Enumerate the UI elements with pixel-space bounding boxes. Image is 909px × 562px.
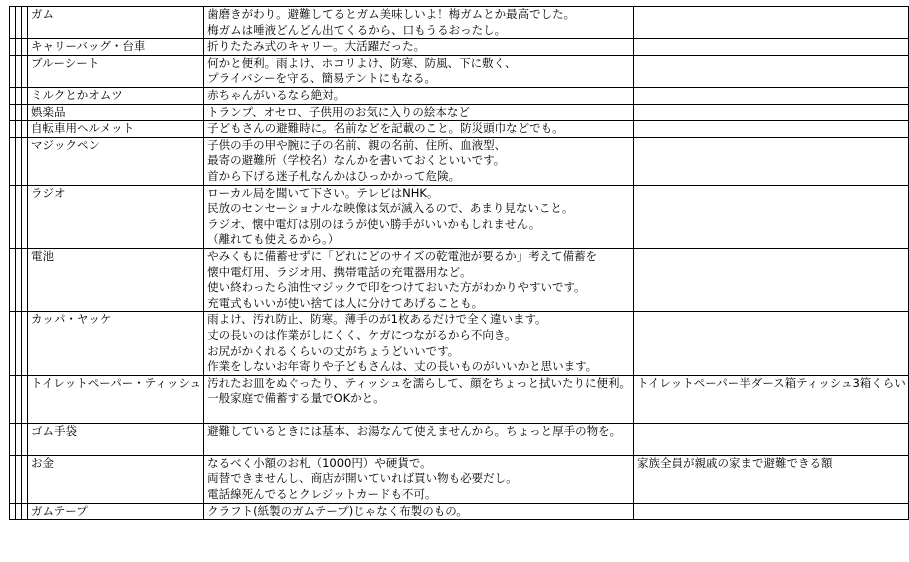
description-line: お尻がかくれるくらいの丈がちょうどいいです。	[207, 343, 460, 358]
description-line: 首から下げる迷子札なんかはひっかかって危険。	[207, 168, 461, 183]
note-cell[interactable]	[633, 104, 908, 121]
description-line: 梅ガムは唾液どんどん出てくるから、口もうるおったし。	[207, 22, 507, 37]
table-row	[10, 39, 909, 56]
note-cell[interactable]	[633, 503, 908, 520]
item-name-cell[interactable]: ガム	[28, 7, 204, 39]
item-name-cell[interactable]: ラジオ	[28, 185, 204, 248]
description-line: プライバシーを守る、簡易テントにもなる。	[207, 71, 436, 86]
item-name-cell[interactable]: キャリーバッグ・台車	[28, 39, 204, 56]
description-cell[interactable]	[204, 248, 634, 311]
description-line: 最寄の避難所（学校名）なんかを書いておくといいです。	[207, 153, 506, 168]
item-name-cell[interactable]: 電池	[28, 248, 204, 311]
description-line: ラジオ、懐中電灯は別のほうが使い勝手がいいかもしれません。	[207, 216, 541, 231]
item-name-cell[interactable]: ミルクとかオムツ	[28, 87, 204, 104]
description-line: 両替できませんし、商店が開いていれば買い物も必要だし。	[207, 471, 518, 486]
note-cell[interactable]	[633, 39, 908, 56]
table-row	[10, 312, 909, 375]
item-name-cell[interactable]: 自転車用ヘルメット	[28, 121, 204, 138]
note-cell[interactable]: トイレットペーパー半ダース箱ティッシュ3箱くらい	[633, 375, 908, 423]
table-row	[10, 423, 909, 455]
description-cell[interactable]	[204, 455, 634, 503]
description-cell[interactable]	[204, 55, 634, 87]
description-cell[interactable]	[204, 312, 634, 375]
item-name-cell[interactable]: お金	[28, 455, 204, 503]
description-line: やみくもに備蓄せずに「どれにどのサイズの乾電池が要るか」考えて備蓄を	[207, 248, 598, 263]
description-line: 丈の長いのは作業がしにくく、ケガにつながるから不向き。	[207, 327, 517, 342]
description-line: 使い終わったら油性マジックで印をつけておいた方がわかりやすいです。	[207, 280, 586, 295]
table-row	[10, 503, 909, 520]
table-row	[10, 137, 909, 185]
description-line: 何かと便利。雨よけ、ホコリよけ、防寒、防風、下に敷く、	[207, 55, 517, 70]
note-cell[interactable]: 家族全員が親戚の家まで避難できる額	[633, 455, 908, 503]
table-row	[10, 248, 909, 311]
description-line: 一般家庭で備蓄する量でOKかと。	[207, 391, 385, 406]
item-name-cell[interactable]: ゴム手袋	[28, 423, 204, 455]
item-name-cell[interactable]: トイレットペーパー・ティッシュ	[28, 375, 204, 423]
table-row	[10, 7, 909, 39]
note-cell[interactable]	[633, 248, 908, 311]
description-line: クラフト(紙製のガムテープ)じゃなく布製のもの。	[207, 503, 468, 518]
item-name-cell[interactable]: ガムテープ	[28, 503, 204, 520]
description-line: 歯磨きがわり。避難してるとガム美味しいよ！梅ガムとか最高でした。	[207, 7, 576, 21]
description-line: 子どもさんの避難時に。名前などを記載のこと。防災頭巾などでも。	[207, 121, 564, 136]
description-line: 雨よけ、汚れ防止、防寒。薄手のが1枚あるだけで全く違います。	[207, 312, 547, 327]
description-cell[interactable]	[204, 185, 634, 248]
description-cell[interactable]	[204, 104, 634, 121]
item-name-cell[interactable]: カッパ・ヤッケ	[28, 312, 204, 375]
description-line: 折りたたみ式のキャリー。大活躍だった。	[207, 39, 426, 54]
table-row	[10, 55, 909, 87]
description-line: （離れても使えるから。）	[207, 232, 340, 247]
note-cell[interactable]	[633, 87, 908, 104]
description-cell[interactable]	[204, 121, 634, 138]
description-line: ローカル局を聞いて下さい。テレビはNHK。	[207, 185, 439, 200]
description-cell[interactable]	[204, 87, 634, 104]
table-row	[10, 104, 909, 121]
description-line: 避難しているときには基本、お湯なんて使えませんから。ちょっと厚手の物を。	[207, 423, 622, 438]
note-cell[interactable]	[633, 423, 908, 455]
table-row	[10, 375, 909, 423]
note-cell[interactable]	[633, 137, 908, 185]
note-cell[interactable]	[633, 121, 908, 138]
description-cell[interactable]	[204, 503, 634, 520]
description-line: なるべく小額のお札（1000円）や硬貨で。	[207, 455, 432, 470]
table-row	[10, 455, 909, 503]
note-cell[interactable]	[633, 55, 908, 87]
item-name-cell[interactable]: ブルーシート	[28, 55, 204, 87]
description-line: 子供の手の甲や腕に子の名前、親の名前、住所、血液型、	[207, 137, 507, 152]
note-cell[interactable]	[633, 312, 908, 375]
description-line: 充電式もいいが使い捨ては人に分けてあげることも。	[207, 295, 484, 310]
item-name-cell[interactable]: マジックペン	[28, 137, 204, 185]
note-cell[interactable]	[633, 7, 908, 39]
description-line: 汚れたお皿をぬぐったり、ティッシュを濡らして、顔をちょっと拭いたりに便利。	[207, 375, 631, 390]
description-line: トランプ、オセロ、子供用のお気に入りの絵本など	[207, 104, 470, 119]
description-cell[interactable]	[204, 423, 634, 455]
table-row	[10, 185, 909, 248]
description-line: 赤ちゃんがいるなら絶対。	[207, 87, 346, 102]
item-name-cell[interactable]: 娯楽品	[28, 104, 204, 121]
table-row	[10, 121, 909, 138]
description-cell[interactable]	[204, 39, 634, 56]
description-line: 電話線死んでるとクレジットカードも不可。	[207, 486, 437, 501]
description-line: 民放のセンセーショナルな映像は気が滅入るので、あまり見ないこと。	[207, 201, 574, 216]
description-cell[interactable]	[204, 7, 634, 39]
note-cell[interactable]	[633, 185, 908, 248]
description-line: 懐中電灯用、ラジオ用、携帯電話の充電器用など。	[207, 264, 472, 279]
description-line: 作業をしないお年寄りや子どもさんは、丈の長いものがいいかと思います。	[207, 359, 598, 374]
description-cell[interactable]	[204, 137, 634, 185]
table-row	[10, 87, 909, 104]
description-cell[interactable]	[204, 375, 634, 423]
disaster-supplies-table	[9, 6, 909, 520]
